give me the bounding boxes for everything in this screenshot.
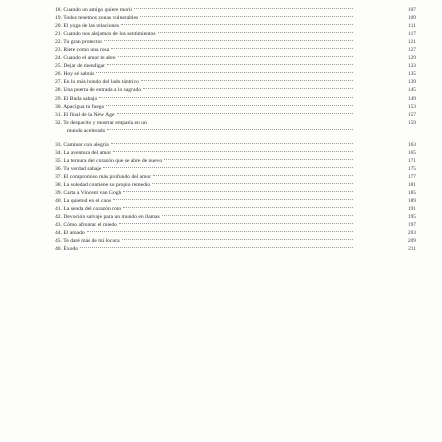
toc-entry [55,54,416,62]
toc-entry-title: 30. Apacigua tu fuego [55,103,105,110]
toc-entry-title: 23. Ríete como una rosa [55,47,110,54]
toc-page-number: 203 [407,230,416,237]
toc-entry [55,165,416,173]
toc-entry [55,103,416,111]
toc-entry-title: 37. El compromiso más profundo del amor [55,173,152,180]
toc-page-number: 129 [407,55,416,62]
dot-leader [96,72,353,73]
dot-leader [104,40,353,41]
dot-leader [111,48,353,49]
toc-entry [55,205,416,213]
toc-entry [55,149,416,157]
dot-leader [107,64,353,65]
toc-entry-title: 29. El Buda sabajo [55,95,98,102]
toc-entry-line [55,141,355,149]
toc-entry-line [55,189,355,197]
toc-entry-title: 35. La ternura del corazón que se abre de nuevo [55,157,163,164]
toc-page-number: 111 [408,23,416,30]
toc-page-number: 171 [407,157,416,164]
dot-leader [164,159,353,160]
toc-entry-line [55,86,355,94]
dot-leader [141,80,353,81]
toc-entry [55,189,416,197]
toc-entry [55,38,416,46]
toc-entry-line [55,46,355,54]
toc-page-number: 109 [407,15,416,22]
toc-page-number: 191 [407,206,416,213]
toc-entry [55,14,416,22]
toc-entry-title: 33. Caminar con alegría [55,141,109,148]
toc-entry [55,119,416,135]
toc-entry-title: 20. El yoga de las relaciones [55,23,119,30]
toc-entry-title: 43. Cómo afrontar el miedo [55,222,117,229]
toc-entry-line [55,149,355,157]
toc-entry-title: 19. Todos tenemos zonas vulnerables [55,15,139,22]
toc-entry-title: 42. Devoción salvaje para un mundo en llamas [55,214,160,221]
toc-entry-title: 46. Éxodo [55,246,78,253]
dot-leader [107,129,353,130]
toc-entry-title: 40. La quietud en el caos [55,198,111,205]
toc-page-number: 185 [407,190,416,197]
toc-entry-title: 34. La aventura del amor [55,149,112,156]
toc-entry [55,70,416,78]
toc-page-number: 153 [407,103,416,110]
dot-leader [152,183,353,184]
dot-leader [162,215,353,216]
dot-leader [143,88,353,89]
dot-leader [119,223,353,224]
dot-leader [117,113,354,114]
toc-entry-title: 32. Te despacito y mostrar empatía en un [55,119,147,126]
toc-page-number: 181 [407,181,416,188]
dot-leader [153,175,353,176]
toc-page-number: 159 [407,119,416,126]
toc-entry-line [55,205,355,213]
toc-entry-title: 36. Tu verdad sabaje [55,165,102,172]
toc-entry-line [55,237,355,245]
dot-leader [99,97,353,98]
toc-entry-title: 28. Una puerta de entrada a lo sagrado [55,87,142,94]
toc-entry-line [55,14,355,22]
toc-entry-title: 41. La senda del corazón roto [55,206,122,213]
toc-entry [55,229,416,237]
toc-page-number: 135 [407,71,416,78]
toc-page-number: 195 [407,214,416,221]
dot-leader [140,16,353,17]
toc-entry-line [55,62,355,70]
toc-entry-line [55,22,355,30]
toc-entry-line [55,54,355,62]
dot-leader [113,151,353,152]
toc-page-number: 189 [407,198,416,205]
dot-leader [103,167,353,168]
toc-entry-title: 44. El amado [55,230,85,237]
toc-entry-line [55,95,355,103]
toc-entry-line [55,111,355,119]
toc-entry-line [55,38,355,46]
toc-entry [55,141,416,149]
toc-page-number: 165 [407,149,416,156]
toc-entry [55,173,416,181]
toc-entry-title: 22. Tu gran protector [55,39,103,46]
toc-entry-title: 45. Te daré más de mi locura [55,238,120,245]
toc-page-number: 133 [407,63,416,70]
toc-page-number: 139 [407,79,416,86]
toc-page-number: 197 [407,222,416,229]
toc-entry-line [55,221,355,229]
toc-entry [55,213,416,221]
dot-leader [123,191,353,192]
toc-entry-line [55,197,355,205]
toc-entry [55,6,416,14]
toc-entry-title: 18. Cuando un amigo quiere morir [55,7,133,13]
toc-entry-title: 39. Carta a Vincent van Gogh [55,190,122,197]
toc-entry [55,181,416,189]
table-of-contents [55,6,416,253]
toc-entry [55,30,416,38]
toc-entry-line [55,30,355,38]
toc-entry-title: 27. En lo más hondo del lado tántrico [55,79,139,86]
toc-entry [55,221,416,229]
toc-page-number: 177 [407,173,416,180]
dot-leader [158,32,353,33]
toc-entry-line [55,245,355,253]
toc-entry [55,95,416,103]
toc-entry-line [55,103,355,111]
toc-entry-title: 38. La soledad contiene su propio remedio [55,181,151,188]
toc-entry-line [55,229,355,237]
toc-page-number: 117 [408,31,416,38]
toc-page-number: 157 [407,111,416,118]
toc-page-number: 149 [407,95,416,102]
dot-leader [122,239,353,240]
dot-leader [80,247,353,248]
toc-entry-continuation [67,127,355,135]
toc-entry [55,78,416,86]
toc-entry [55,157,416,165]
toc-entry-title: 26. Hoy sé sabrás [55,71,95,78]
toc-page-number: 127 [407,47,416,54]
toc-page-number: 121 [407,39,416,46]
dot-leader [123,207,353,208]
toc-entry-line [55,157,355,165]
toc-page-number: 175 [407,165,416,172]
toc-entry-line [55,6,355,14]
toc-page-number: 145 [407,87,416,94]
toc-entry-line [55,70,355,78]
dot-leader [111,143,353,144]
dot-leader [87,231,353,232]
toc-entry-line [55,165,355,173]
dot-leader [118,56,353,57]
toc-entry [55,237,416,245]
toc-entry-line [55,173,355,181]
toc-entry-line [55,213,355,221]
toc-page-number: 211 [408,246,416,253]
toc-entry-line [55,78,355,86]
toc-entry-title: 25. Dejar de mendigar [55,63,106,70]
dot-leader [134,8,353,9]
toc-page-number: 163 [407,141,416,148]
toc-entry-title: 21. Cuando nos alejamos de los sentimientos [55,31,156,38]
dot-leader [121,24,353,25]
toc-entry-title: 31. El final de la New Age [55,111,115,118]
toc-entry-line [55,181,355,189]
dot-leader [113,199,353,200]
toc-entry [55,22,416,30]
toc-entry-title-continued: mundo acelerado [67,127,106,134]
toc-entry [55,86,416,94]
toc-page-number: 107 [407,7,416,13]
toc-entry-title: 24. Cuando el amor te abre [55,55,116,62]
toc-entry [55,197,416,205]
toc-entry-line [55,119,355,127]
toc-entry [55,46,416,54]
toc-entry [55,62,416,70]
toc-page-number: 209 [407,238,416,245]
toc-entry [55,245,416,253]
dot-leader [106,105,353,106]
toc-entry [55,111,416,119]
